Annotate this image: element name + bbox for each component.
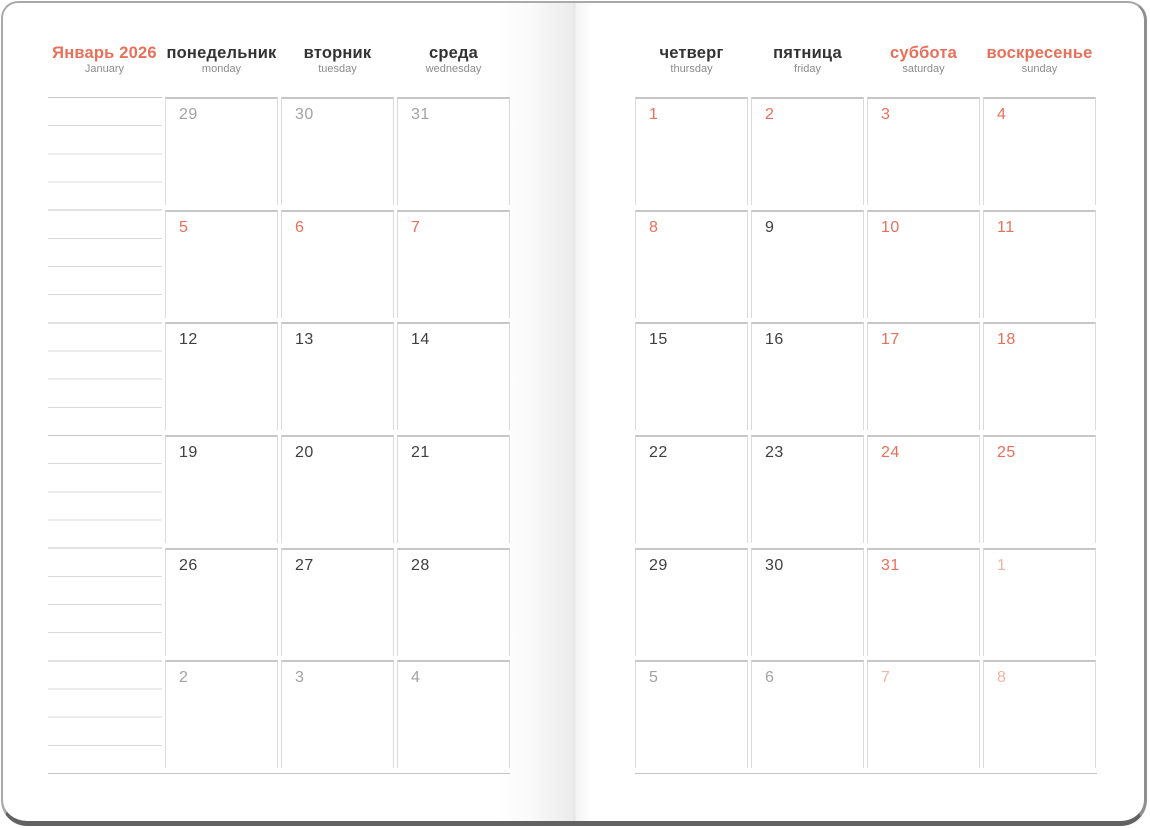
week-row	[635, 548, 1096, 661]
week-row	[165, 210, 510, 323]
week-row	[635, 210, 1096, 323]
calendar-day-cell[interactable]	[281, 548, 394, 656]
calendar-day-cell[interactable]	[867, 210, 980, 318]
week-row	[635, 97, 1096, 210]
calendar-day-cell[interactable]	[635, 97, 748, 205]
day-header-friday	[751, 45, 864, 75]
calendar-day-cell[interactable]	[867, 435, 980, 543]
date-number: 30	[765, 556, 784, 574]
calendar-day-cell[interactable]	[751, 660, 864, 768]
day-subtitle: saturday	[902, 63, 945, 75]
day-title: понедельник	[166, 44, 277, 62]
date-number: 8	[649, 218, 659, 236]
date-number: 29	[649, 556, 668, 574]
calendar-day-cell[interactable]	[751, 210, 864, 318]
calendar-day-cell[interactable]	[165, 548, 278, 656]
calendar-day-cell[interactable]	[983, 97, 1096, 205]
calendar-day-cell[interactable]	[983, 322, 1096, 430]
calendar-day-cell[interactable]	[165, 97, 278, 205]
date-number: 2	[765, 106, 775, 123]
calendar-day-cell[interactable]	[983, 548, 1096, 656]
calendar-day-cell[interactable]	[867, 660, 980, 768]
date-number: 13	[295, 331, 314, 349]
date-number: 5	[179, 218, 189, 236]
calendar-day-cell[interactable]	[397, 210, 510, 318]
calendar-day-cell[interactable]	[397, 548, 510, 656]
date-number: 6	[765, 669, 775, 687]
date-number: 27	[295, 556, 314, 574]
calendar-day-cell[interactable]	[751, 548, 864, 656]
date-number: 23	[765, 443, 784, 461]
calendar-day-cell[interactable]	[635, 548, 748, 656]
calendar-day-cell[interactable]	[165, 660, 278, 768]
week-row	[165, 548, 510, 661]
calendar-day-cell[interactable]	[867, 97, 980, 205]
day-header-thursday	[635, 45, 748, 75]
date-number: 12	[179, 331, 198, 349]
month-subtitle: January	[84, 63, 125, 75]
calendar-day-cell[interactable]	[983, 435, 1096, 543]
day-header-monday	[165, 45, 278, 75]
calendar-day-cell[interactable]	[281, 435, 394, 543]
calendar-grid-left	[165, 97, 510, 773]
date-number: 16	[765, 331, 784, 349]
month-header	[48, 45, 161, 75]
calendar-day-cell[interactable]	[281, 97, 394, 205]
date-number: 11	[997, 218, 1015, 236]
week-row	[165, 660, 510, 773]
date-number: 22	[649, 443, 668, 461]
date-number: 19	[179, 443, 198, 461]
date-number: 10	[881, 218, 900, 236]
day-subtitle: tuesday	[318, 63, 357, 75]
day-title: среда	[428, 44, 479, 62]
date-number: 29	[179, 106, 198, 123]
calendar-day-cell[interactable]	[397, 660, 510, 768]
calendar-day-cell[interactable]	[635, 660, 748, 768]
calendar-day-cell[interactable]	[397, 435, 510, 543]
calendar-day-cell[interactable]	[165, 322, 278, 430]
date-number: 20	[295, 443, 314, 461]
day-title: суббота	[889, 44, 958, 62]
day-subtitle: sunday	[1021, 63, 1058, 75]
calendar-day-cell[interactable]	[751, 322, 864, 430]
day-title: четверг	[659, 44, 724, 62]
date-number: 3	[295, 669, 305, 687]
week-row	[165, 97, 510, 210]
date-number: 28	[411, 556, 430, 574]
week-row	[635, 435, 1096, 548]
calendar-day-cell[interactable]	[983, 660, 1096, 768]
date-number: 1	[997, 556, 1007, 574]
date-number: 6	[295, 218, 305, 236]
week-row	[165, 435, 510, 548]
date-number: 4	[411, 669, 421, 687]
calendar-day-cell[interactable]	[281, 322, 394, 430]
calendar-grid-right	[635, 97, 1096, 773]
week-row	[635, 660, 1096, 773]
notes-column[interactable]	[48, 97, 162, 774]
day-header-saturday	[867, 45, 980, 75]
date-number: 31	[411, 106, 430, 123]
spine-shadow-right	[576, 3, 592, 823]
day-subtitle: thursday	[670, 63, 713, 75]
day-header-sunday	[983, 45, 1096, 75]
date-number: 9	[765, 218, 775, 236]
calendar-day-cell[interactable]	[165, 435, 278, 543]
calendar-day-cell[interactable]	[751, 97, 864, 205]
date-number: 5	[649, 669, 659, 687]
day-header-wednesday	[397, 45, 510, 75]
date-number: 15	[649, 331, 668, 349]
date-number: 8	[997, 669, 1007, 687]
day-subtitle: wednesday	[425, 63, 482, 75]
calendar-day-cell[interactable]	[397, 97, 510, 205]
calendar-day-cell[interactable]	[635, 322, 748, 430]
month-title: Январь 2026	[52, 44, 157, 62]
day-title: воскресенье	[986, 44, 1093, 62]
page-bottom-rule-right	[635, 773, 1097, 774]
calendar-day-cell[interactable]	[635, 435, 748, 543]
date-number: 14	[411, 331, 430, 349]
calendar-day-cell[interactable]	[397, 322, 510, 430]
calendar-day-cell[interactable]	[635, 210, 748, 318]
date-number: 7	[881, 669, 891, 687]
week-row	[165, 322, 510, 435]
calendar-day-cell[interactable]	[281, 660, 394, 768]
date-number: 18	[997, 331, 1016, 349]
date-number: 2	[179, 669, 189, 687]
date-number: 26	[179, 556, 198, 574]
day-header-tuesday	[281, 45, 394, 75]
page-bottom-rule-left	[48, 773, 510, 774]
date-number: 4	[997, 106, 1007, 123]
day-subtitle: friday	[794, 63, 821, 75]
week-row	[635, 322, 1096, 435]
spine-seam	[575, 3, 576, 823]
calendar-day-cell[interactable]	[867, 322, 980, 430]
date-number: 3	[881, 106, 891, 123]
calendar-day-cell[interactable]	[983, 210, 1096, 318]
date-number: 1	[649, 106, 659, 123]
calendar-day-cell[interactable]	[281, 210, 394, 318]
date-number: 30	[295, 106, 314, 123]
date-number: 21	[411, 443, 430, 461]
calendar-day-cell[interactable]	[165, 210, 278, 318]
date-number: 31	[881, 556, 900, 574]
date-number: 25	[997, 443, 1016, 461]
day-subtitle: monday	[201, 63, 242, 75]
day-title: пятница	[773, 44, 842, 62]
calendar-day-cell[interactable]	[867, 548, 980, 656]
date-number: 7	[411, 218, 421, 236]
date-number: 17	[881, 331, 900, 349]
day-title: вторник	[303, 44, 372, 62]
date-number: 24	[881, 443, 900, 461]
calendar-day-cell[interactable]	[751, 435, 864, 543]
